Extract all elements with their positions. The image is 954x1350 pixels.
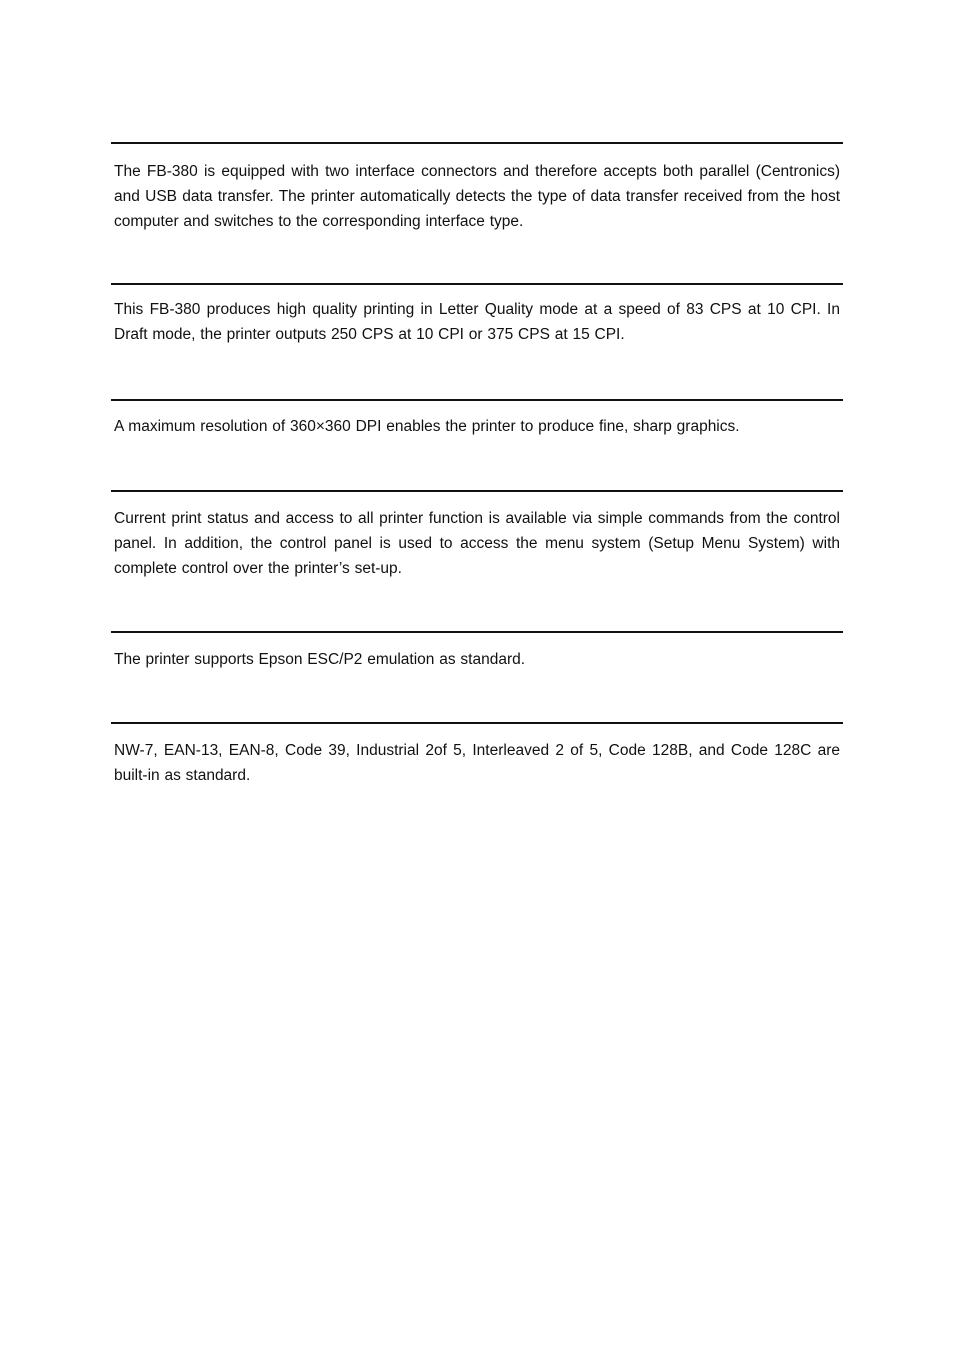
section-paragraph: The printer supports Epson ESC/P2 emulation as standard.	[114, 651, 526, 668]
section-divider	[111, 283, 843, 285]
section-divider	[111, 722, 843, 724]
section-barcodes	[111, 722, 843, 788]
section-paragraph: NW-7, EAN-13, EAN-8, Code 39, Industrial 2of 5, Interleaved 2 of 5, Code 128B, and Code 128C are built-in as standard.	[114, 742, 840, 784]
section-paragraph: This FB-380 produces high quality printing in Letter Quality mode at a speed of 83 CPS at 10 CPI. In Draft mode, the printer outputs 250 CPS at 10 CPI or 375 CPS at 15 CPI.	[114, 301, 840, 343]
section-divider	[111, 631, 843, 633]
section-divider	[111, 142, 843, 144]
section-paragraph: A maximum resolution of 360×360 DPI enables the printer to produce fine, sharp graphics.	[114, 418, 740, 435]
section-print-speed	[111, 283, 843, 347]
section-divider	[111, 399, 843, 401]
section-paragraph: Current print status and access to all printer function is available via simple commands from the control panel. In addition, the control panel is used to access the menu system (Setup Menu System) with complete control over the printer’s set-up.	[114, 510, 840, 577]
section-resolution	[111, 399, 843, 439]
section-divider	[111, 490, 843, 492]
section-emulation	[111, 631, 843, 672]
section-paragraph: The FB-380 is equipped with two interface connectors and therefore accepts both parallel (Centronics) and USB data transfer. The printer automatically detects the type of data transfer received from the host computer and switches to the corresponding interface type.	[114, 163, 840, 230]
section-interface	[111, 142, 843, 234]
section-control-panel	[111, 490, 843, 581]
